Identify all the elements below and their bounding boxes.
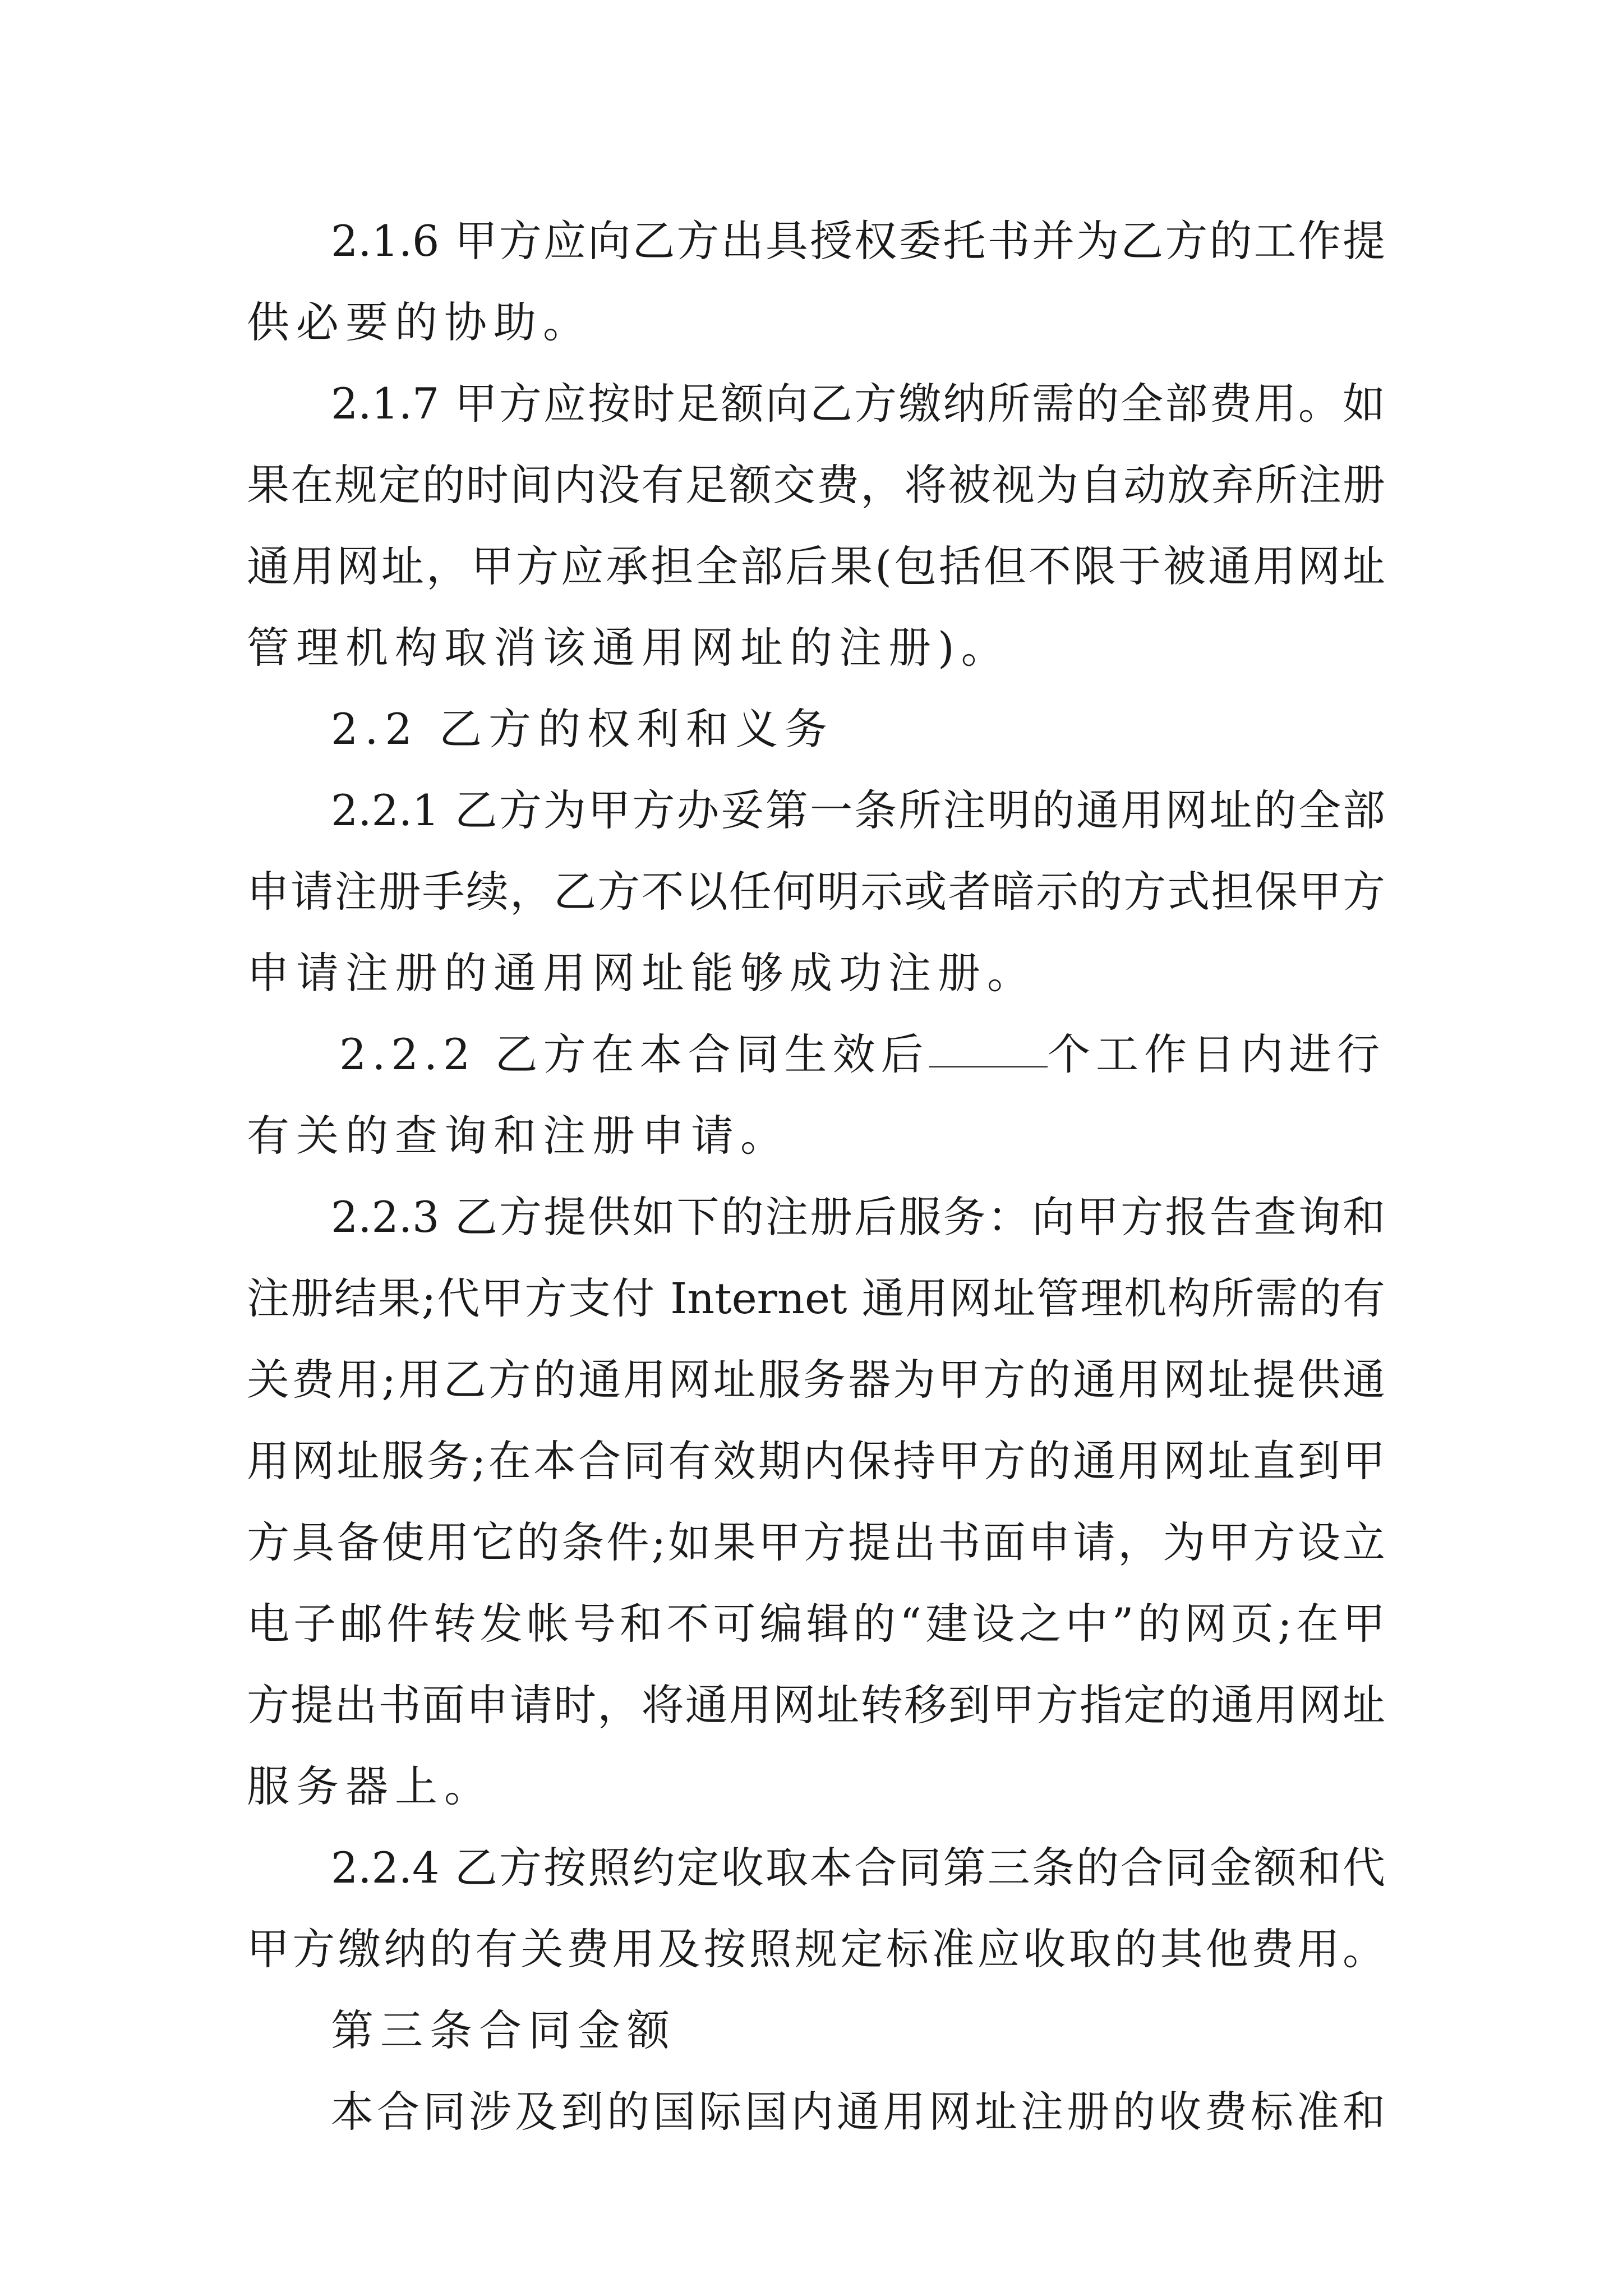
text-line-18 <box>247 1596 1385 1652</box>
article-3-heading: 第三条合同金额 <box>331 2005 676 2055</box>
text-line-13 <box>247 1189 1385 1245</box>
section-2-2-heading: 2.2 乙方的权利和义务 <box>331 704 834 754</box>
clause-2-2-3-line-5: 方具备使用它的条件;如果甲方提出书面申请，为甲方设立 <box>247 1517 1385 1567</box>
text-line-7 <box>247 701 834 757</box>
text-line-3 <box>247 376 1385 432</box>
text-line-15 <box>247 1352 1385 1408</box>
clause-2-2-3-line-7: 方提出书面申请时，将通用网址转移到甲方指定的通用网址 <box>247 1680 1385 1730</box>
text-line-4 <box>247 457 1385 513</box>
text-line-23 <box>247 2003 676 2059</box>
text-line-16 <box>247 1433 1385 1489</box>
text-line-21 <box>247 1840 1385 1896</box>
clause-2-2-1-line-1: 2.2.1 乙方为甲方办妥第一条所注明的通用网址的全部 <box>331 785 1385 835</box>
text-line-24 <box>247 2084 1385 2140</box>
text-line-10 <box>247 945 1036 1001</box>
text-line-6 <box>247 620 1011 676</box>
text-line-2 <box>247 295 592 351</box>
text-line-9 <box>247 864 1385 920</box>
clause-2-1-7-line-3: 通用网址，甲方应承担全部后果(包括但不限于被通用网址 <box>247 541 1385 591</box>
clause-2-1-7-line-2: 果在规定的时间内没有足额交费，将被视为自动放弃所注册 <box>247 460 1385 510</box>
text-line-17 <box>247 1515 1385 1571</box>
clause-2-2-3-line-4: 用网址服务;在本合同有效期内保持甲方的通用网址直到甲 <box>247 1436 1385 1486</box>
clause-2-2-2-text-before: 2.2.2 乙方在本合同生效后 <box>339 1029 929 1079</box>
clause-2-1-6-line-2: 供必要的协助。 <box>247 297 592 347</box>
text-line-14 <box>247 1271 1385 1327</box>
clause-2-2-2-text-after: 个工作日内进行 <box>1048 1029 1385 1079</box>
clause-2-1-6-line-1: 2.1.6 甲方应向乙方出具授权委托书并为乙方的工作提 <box>331 216 1385 266</box>
clause-2-2-4-line-2: 甲方缴纳的有关费用及按照规定标准应收取的其他费用。 <box>247 1924 1385 1974</box>
clause-2-2-3-line-6: 电子邮件转发帐号和不可编辑的“建设之中”的网页;在甲 <box>247 1599 1385 1649</box>
clause-2-1-7-line-1: 2.1.7 甲方应按时足额向乙方缴纳所需的全部费用。如 <box>331 379 1385 429</box>
clause-2-2-1-line-3: 申请注册的通用网址能够成功注册。 <box>247 948 1036 998</box>
text-line-8 <box>247 783 1385 839</box>
clause-2-2-3-line-3: 关费用;用乙方的通用网址服务器为甲方的通用网址提供通 <box>247 1355 1385 1405</box>
clause-2-2-1-line-2: 申请注册手续，乙方不以任何明示或者暗示的方式担保甲方 <box>247 867 1385 917</box>
clause-2-1-7-line-4: 管理机构取消该通用网址的注册)。 <box>247 623 1011 673</box>
clause-2-2-3-line-8: 服务器上。 <box>247 1761 494 1811</box>
text-line-12 <box>247 1108 790 1164</box>
clause-2-2-4-line-1: 2.2.4 乙方按照约定收取本合同第三条的合同金额和代 <box>331 1843 1385 1893</box>
text-line-19 <box>247 1677 1385 1733</box>
clause-2-2-2-line-2: 有关的查询和注册申请。 <box>247 1111 790 1161</box>
text-line-22 <box>247 1921 1385 1977</box>
clause-2-2-3-line-2: 注册结果;代甲方支付 Internet 通用网址管理机构所需的有 <box>247 1273 1385 1323</box>
days-blank-field <box>929 1027 1048 1068</box>
clause-2-2-3-line-1: 2.2.3 乙方提供如下的注册后服务：向甲方报告查询和 <box>331 1192 1385 1242</box>
text-line-11 <box>247 1027 1385 1083</box>
article-3-body-line-1: 本合同涉及到的国际国内通用网址注册的收费标准和 <box>331 2087 1385 2137</box>
text-line-1 <box>247 213 1385 269</box>
text-line-5 <box>247 539 1385 595</box>
text-line-20 <box>247 1759 494 1815</box>
